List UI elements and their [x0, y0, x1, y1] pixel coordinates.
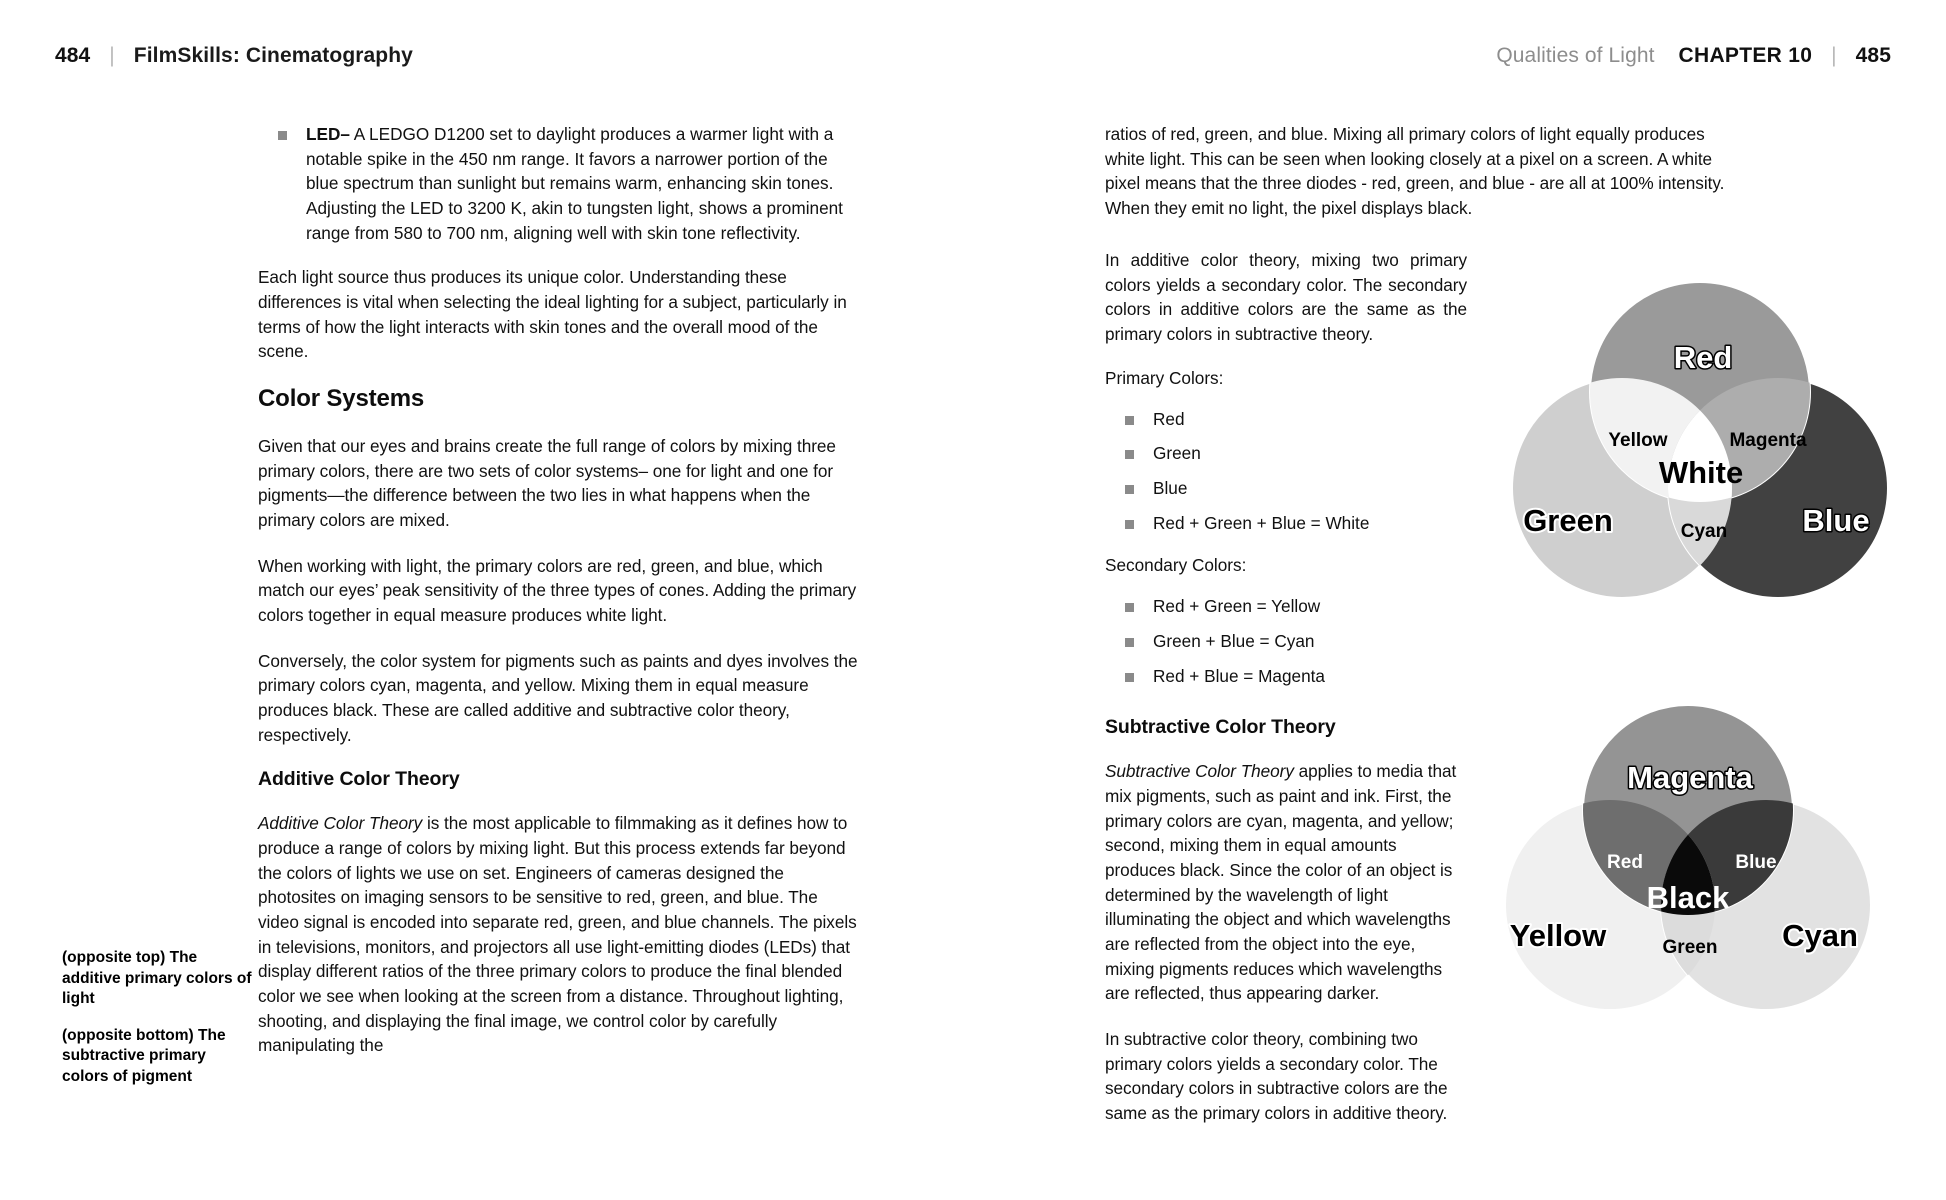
venn-label-magenta: Magenta — [1729, 430, 1807, 452]
venn-label-cyan: Cyan — [1680, 521, 1728, 543]
bullet-lead-label: LED– — [306, 124, 350, 144]
square-bullet-icon — [1125, 450, 1134, 459]
paragraph-ratios-of-rgb: ratios of red, green, and blue. Mixing all primary colors of light equally produces white light. This can be seen when looking closely at a pixel on a screen. A white pixel means that the three diodes - red, green, and blue - are all at 100% intensity. When they emit no light, the pixel displays black. — [1105, 124, 1725, 219]
label-primary-colors: Primary Colors: — [1105, 367, 1224, 388]
square-bullet-icon — [1125, 638, 1134, 647]
paragraph-additive-color-theory — [258, 811, 858, 1058]
margin-caption-block — [62, 948, 252, 1088]
chapter-title: Qualities of Light — [1496, 44, 1655, 67]
heading-color-systems: Color Systems — [258, 385, 425, 413]
list-item: Red + Green + Blue = White — [1105, 511, 1467, 536]
venn-label-yellow: Yellow — [1608, 430, 1668, 452]
venn-label-blue: Blue — [1802, 503, 1870, 539]
venn-label-red: Red — [1607, 852, 1643, 874]
venn-label-green: Green — [1662, 937, 1718, 959]
subtractive-paragraph-rest: applies to media that mix pigments, such as paint and ink. First, the primary colors are cyan, magenta, and yellow; second, mixing them in equal amounts produces black. Since the color of an object is determined by the wavelength of light illuminating the object and which wavelengths are reflected from the object into the eye, mixing pigments reduces which wavelengths are reflected, thus appearing darker. — [1105, 761, 1457, 1004]
running-head-right — [1496, 44, 1891, 68]
paragraph-in-subtractive-color-theory: In subtractive color theory, combining two primary colors yields a secondary color. The secondary colors in subtractive colors are the same as the primary colors in additive theory. — [1105, 1029, 1448, 1124]
list-item: Red — [1105, 407, 1467, 432]
running-head-separator-left: | — [109, 44, 115, 67]
venn-label-white: White — [1658, 455, 1744, 491]
additive-italic-term: Additive Color Theory — [258, 813, 423, 834]
square-bullet-icon — [1125, 603, 1134, 612]
paragraph-each-light-source: Each light source thus produces its unique color. Understanding these differences is vital when selecting the ideal lighting for a subject, particularly in terms of how the light interacts with skin tones and the overall mood of the scene. — [258, 267, 847, 362]
list-item: Blue — [1105, 476, 1467, 501]
heading-additive-color-theory: Additive Color Theory — [258, 768, 460, 791]
right-page-column-narrow — [1105, 248, 1467, 1147]
list-item: Red + Blue = Magenta — [1105, 664, 1467, 689]
venn-label-black: Black — [1646, 880, 1730, 916]
paragraph-given-that: Given that our eyes and brains create the full range of colors by mixing three primary colors, there are two sets of color systems– one for light and one for pigments—the difference between the two lies in what happens when the primary colors are mixed. — [258, 436, 836, 531]
venn-label-yellow: Yellow — [1509, 918, 1607, 954]
running-head-separator-right: | — [1831, 44, 1837, 67]
book-title: FilmSkills: Cinematography — [133, 44, 413, 67]
subtractive-color-venn-diagram — [1468, 700, 1908, 1020]
heading-subtractive-color-theory: Subtractive Color Theory — [1105, 716, 1336, 739]
subtractive-italic-term: Subtractive Color Theory — [1105, 761, 1294, 782]
square-bullet-icon — [1125, 485, 1134, 494]
venn-label-magenta: Magenta — [1627, 760, 1753, 796]
venn-label-red: Red — [1673, 340, 1733, 376]
paragraph-when-working-with-light: When working with light, the primary colors are red, green, and blue, which match our eyes’ peak sensitivity of the three types of cones. Adding the primary colors together in equal measure produces white light. — [258, 555, 857, 626]
right-page-column — [1105, 122, 1725, 242]
additive-color-venn-diagram — [1490, 280, 1910, 600]
list-item — [258, 122, 858, 245]
page-folio-right: 485 — [1855, 44, 1891, 67]
additive-paragraph-rest: is the most applicable to filmmaking as it defines how to produce a range of colors by mixing light. But this process extends far beyond the colors of lights we use on set. Engineers of cameras designed the photosites on imaging sensors to be sensitive to red, green, and blue. The video signal is encoded into separate red, green, and blue channels. The pixels in televisions, monitors, and projectors all use light-emitting diodes (LEDs) that display different ratios of the three primary colors to produce the final blended color we see when looking at the screen from a distance. Throughout lighting, shooting, and displaying the final image, we control color by carefully manipulating the — [258, 813, 857, 1056]
label-secondary-colors: Secondary Colors: — [1105, 555, 1247, 576]
paragraph-in-additive-color-theory: In additive color theory, mixing two primary colors yields a secondary color. The secondary colors in additive colors are the same as the primary colors in subtractive theory. — [1105, 250, 1467, 345]
list-item: Green + Blue = Cyan — [1105, 629, 1467, 654]
list-item: Red + Green = Yellow — [1105, 594, 1467, 619]
venn-label-blue: Blue — [1735, 852, 1777, 874]
square-bullet-icon — [278, 131, 287, 140]
square-bullet-icon — [1125, 416, 1134, 425]
page-folio-left: 484 — [55, 44, 91, 67]
paragraph-subtractive-color-theory — [1105, 759, 1467, 1006]
left-page-column — [258, 122, 858, 1079]
running-head-left — [55, 44, 413, 68]
paragraph-conversely-pigments: Conversely, the color system for pigments such as paints and dyes involves the primary colors cyan, magenta, and yellow. Mixing them in equal measure produces black. These are called additive and subtractive color theory, respectively. — [258, 650, 858, 745]
primary-colors-list — [1105, 407, 1467, 536]
venn-label-green: Green — [1523, 503, 1613, 539]
list-item: Green — [1105, 441, 1467, 466]
bullet-body-text: A LEDGO D1200 set to daylight produces a warmer light with a notable spike in the 450 nm range. It favors a narrower portion of the blue spectrum than sunlight but remains warm, enhancing skin tones. Adjusting the LED to 3200 K, akin to tungsten light, shows a prominent range from 580 to 700 nm, aligning well with skin tone reflectivity. — [306, 124, 843, 243]
square-bullet-icon — [1125, 673, 1134, 682]
square-bullet-icon — [1125, 520, 1134, 529]
secondary-colors-list — [1105, 594, 1467, 688]
chapter-label: CHAPTER 10 — [1678, 44, 1813, 67]
light-source-bullet-list — [258, 122, 858, 245]
margin-caption-opposite-top: (opposite top) The additive primary colors of light — [62, 949, 252, 1008]
venn-label-cyan: Cyan — [1782, 918, 1858, 954]
margin-caption-opposite-bottom: (opposite bottom) The subtractive primary colors of pigment — [62, 1026, 226, 1086]
